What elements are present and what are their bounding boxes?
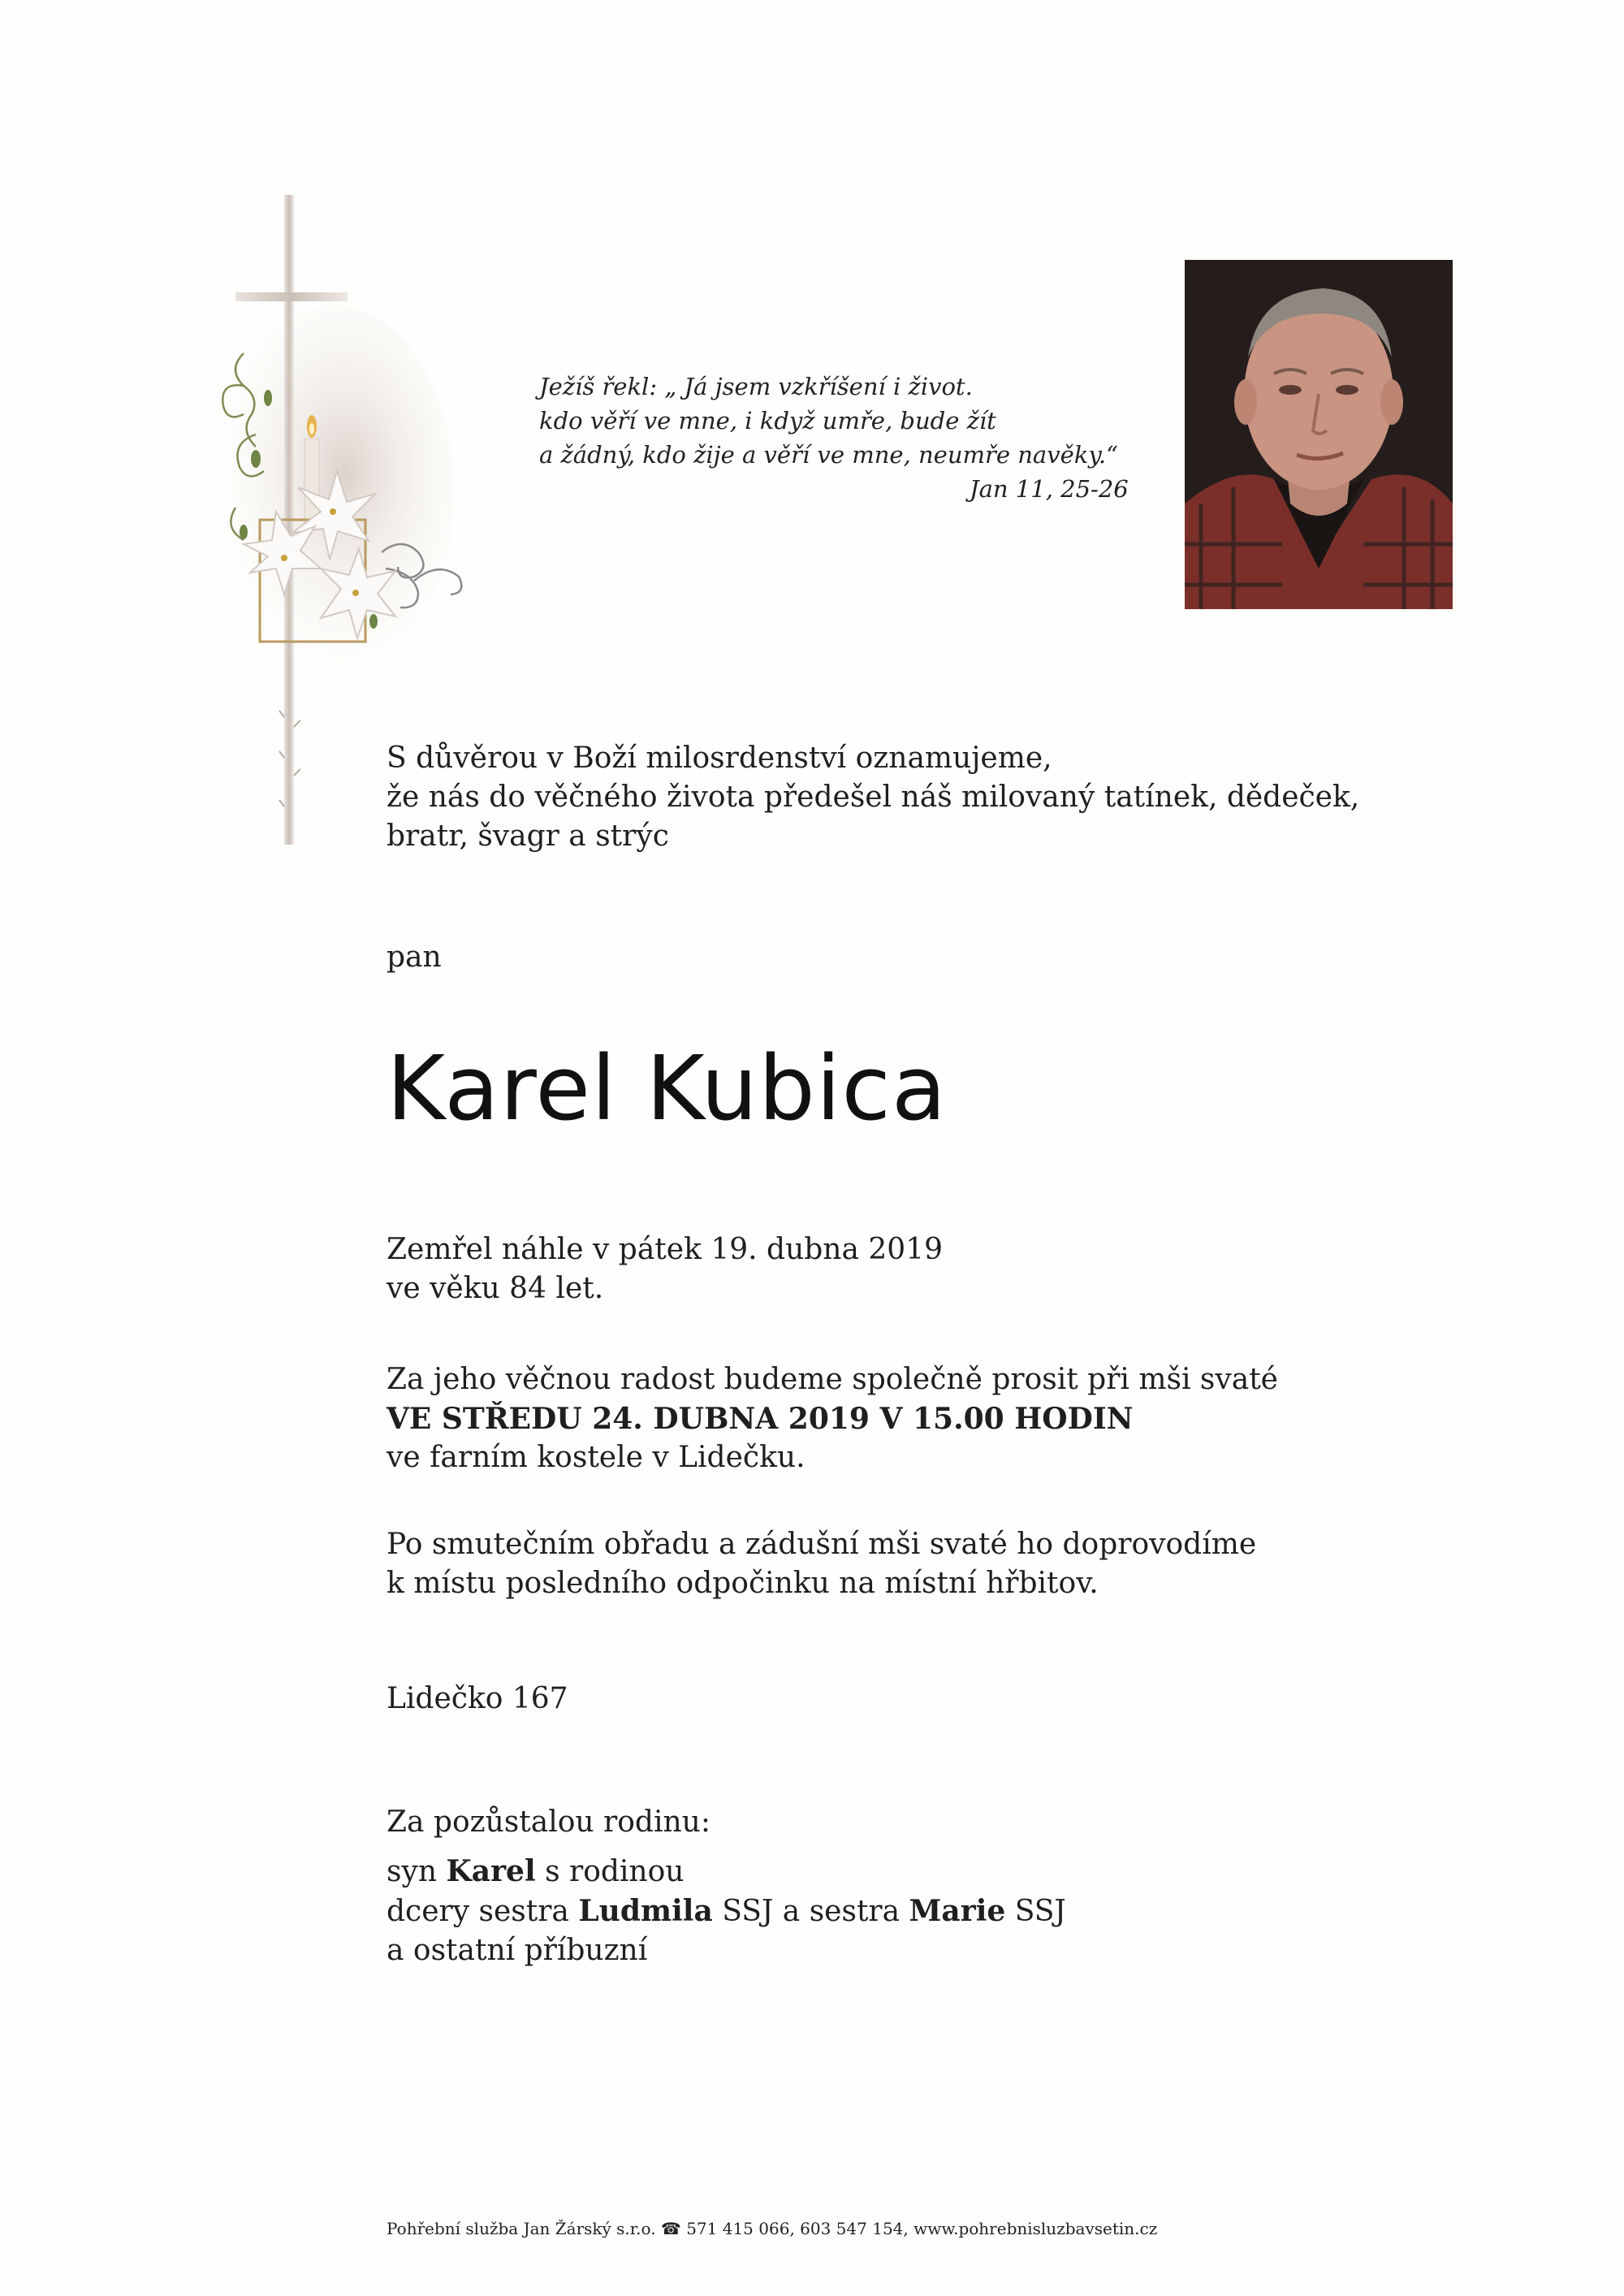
salutation: pan [387, 940, 442, 974]
burial-details [387, 1525, 1256, 1603]
family-text: syn [387, 1855, 447, 1888]
mass-date-time: VE STŘEDU 24. DUBNA 2019 V 15.00 HODIN [387, 1402, 1134, 1436]
telephone-icon: ☎ [660, 2219, 681, 2238]
bible-quote [539, 370, 1156, 506]
quote-line: Ježíš řekl: „ Já jsem vzkříšení i život. [539, 373, 973, 400]
mass-details [387, 1360, 1278, 1477]
quote-line: a žádný, kdo žije a věří ve mne, neumře navěky.“ [539, 441, 1118, 469]
family-member-name: Karel [446, 1854, 536, 1888]
death-line: ve věku 84 let. [387, 1272, 604, 1305]
quote-line: kdo věří ve mne, i když umře, bude žít [539, 407, 996, 435]
family-text: SSJ [1005, 1895, 1066, 1928]
intro-line: S důvěrou v Boží milosrdenství oznamujeme, [387, 742, 1052, 775]
family-text: s rodinou [535, 1855, 685, 1888]
quote-reference: Jan 11, 25-26 [970, 475, 1129, 503]
funeral-service-name: Pohřební služba Jan Žárský s.r.o. [387, 2219, 656, 2238]
intro-line: bratr, švagr a strýc [387, 819, 669, 853]
death-details [387, 1230, 943, 1308]
family-line-daughters [387, 1892, 1066, 1931]
announcement-intro [387, 739, 1359, 856]
burial-line: k místu posledního odpočinku na místní hřbitov. [387, 1567, 1099, 1600]
family-text: SSJ a sestra [712, 1895, 909, 1928]
deceased-name: Karel Kubica [387, 1036, 948, 1140]
family-heading: Za pozůstalou rodinu: [387, 1805, 710, 1839]
intro-line: že nás do věčného života předešel náš milovaný tatínek, dědeček, [387, 780, 1360, 814]
family-text: dcery sestra [387, 1895, 579, 1928]
family-address: Lidečko 167 [387, 1682, 568, 1715]
deceased-photo [1185, 260, 1453, 609]
family-line-relatives: a ostatní příbuzní [387, 1934, 648, 1967]
mass-location: ve farním kostele v Lidečku. [387, 1441, 806, 1474]
family-line-son [387, 1852, 1066, 1892]
burial-line: Po smutečním obřadu a zádušní mši svaté ho doprovodíme [387, 1528, 1257, 1561]
mass-line: Za jeho věčnou radost budeme společně prosit při mši svaté [387, 1363, 1278, 1396]
family-member-name: Ludmila [578, 1894, 713, 1928]
family-member-name: Marie [909, 1894, 1006, 1928]
funeral-service-contacts: 571 415 066, 603 547 154, www.pohrebnisluzbavsetin.cz [686, 2219, 1158, 2238]
footer [387, 2219, 1157, 2238]
family-signature [387, 1803, 1066, 1970]
death-line: Zemřel náhle v pátek 19. dubna 2019 [387, 1233, 944, 1266]
